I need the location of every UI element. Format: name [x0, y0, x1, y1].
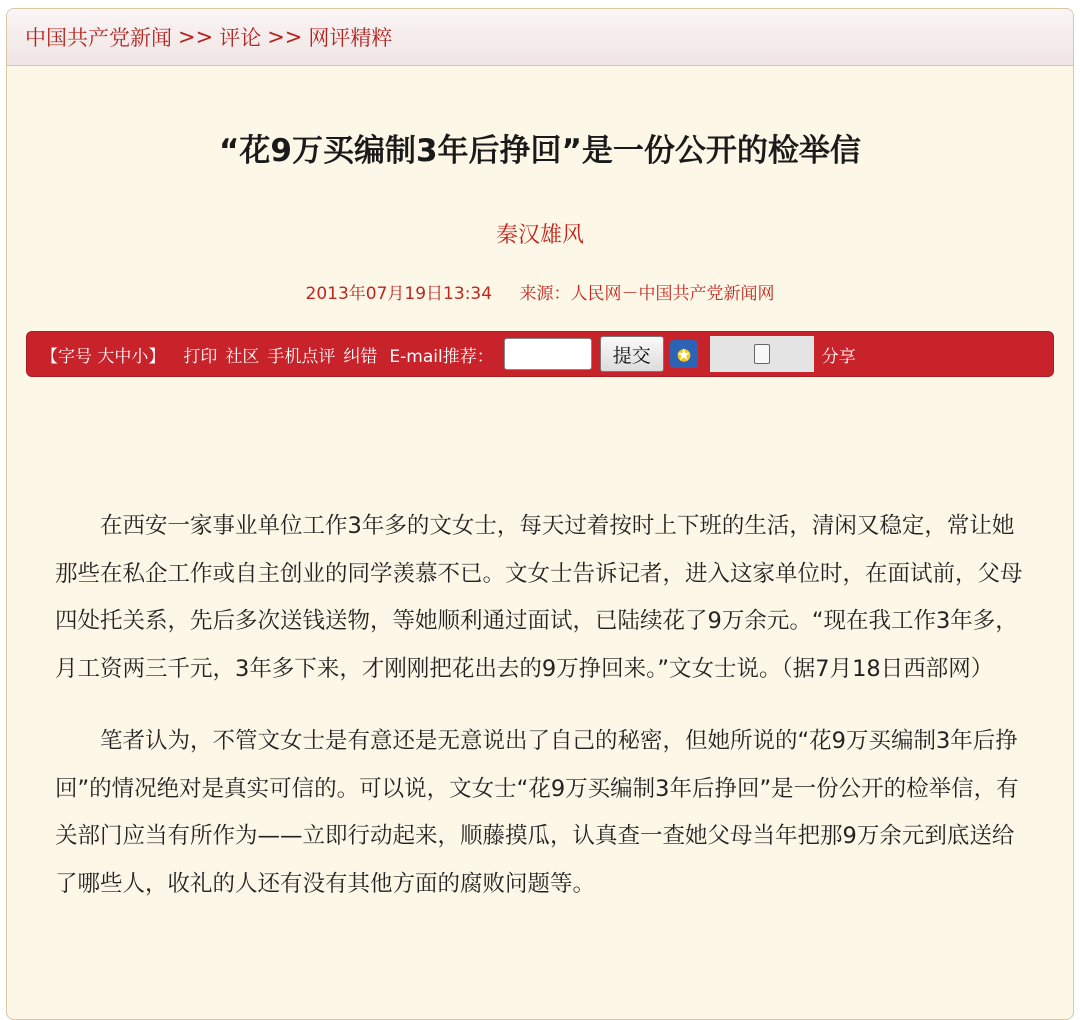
email-input[interactable] [504, 338, 592, 370]
article-meta [7, 279, 1073, 304]
community-link[interactable]: 社区 [225, 346, 260, 367]
breadcrumb-item-cpc-news[interactable]: 中国共产党新闻 [25, 26, 172, 50]
article-author[interactable]: 秦汉雄风 [495, 223, 584, 248]
font-size-control[interactable]: 【字号 大中小】 [41, 346, 166, 367]
article-paragraph: 在西安一家事业单位工作3年多的文女士，每天过着按时上下班的生活，清闲又稳定，常让她那些在私企工作或自主创业的同学羡慕不已。文女士告诉记者，进入这家单位时，在面试前，父母四处托关系，先后多次送钱送物，等她顺利通过面试，已陆续花了9万余元。“现在我工作3年多，月工资两三千元，3年多下来，才刚刚把花出去的9万挣回来。”文女士说。（据7月18日西部网） [55, 513, 1023, 682]
breadcrumb-separator: >> [267, 25, 303, 49]
breadcrumb-item-web-comments[interactable]: 网评精粹 [308, 26, 393, 50]
share-image-placeholder[interactable] [710, 336, 814, 372]
article-title: “花9万买编制3年后挣回”是一份公开的检举信 [219, 133, 861, 169]
print-link[interactable]: 打印 [183, 346, 218, 367]
submit-button[interactable]: 提交 [600, 336, 664, 372]
correction-link[interactable]: 纠错 [343, 346, 378, 367]
article-source[interactable]: 来源：人民网－中国共产党新闻网 [519, 284, 775, 304]
article-body [55, 503, 1031, 908]
email-recommend-label: E-mail推荐： [389, 346, 494, 367]
mobile-comment-link[interactable]: 手机点评 [267, 346, 336, 367]
breadcrumb [7, 9, 1073, 66]
breadcrumb-item-comment[interactable]: 评论 [219, 26, 262, 50]
document-icon [754, 344, 770, 364]
article-toolbar [26, 331, 1054, 377]
share-link[interactable]: 分享 [821, 346, 856, 367]
page-frame [6, 8, 1074, 1020]
breadcrumb-separator: >> [178, 25, 214, 49]
star-icon[interactable]: ★ [670, 340, 698, 368]
article-paragraph: 笔者认为，不管文女士是有意还是无意说出了自己的秘密，但她所说的“花9万买编制3年后挣回”的情况绝对是真实可信的。可以说，文女士“花9万买编制3年后挣回”是一份公开的检举信，有关部门应当有所作为——立即行动起来，顺藤摸瓜，认真查一查她父母当年把那9万余元到底送给了哪些人，收礼的人还有没有其他方面的腐败问题等。 [55, 728, 1019, 897]
article-datetime: 2013年07月19日13:34 [305, 284, 493, 304]
